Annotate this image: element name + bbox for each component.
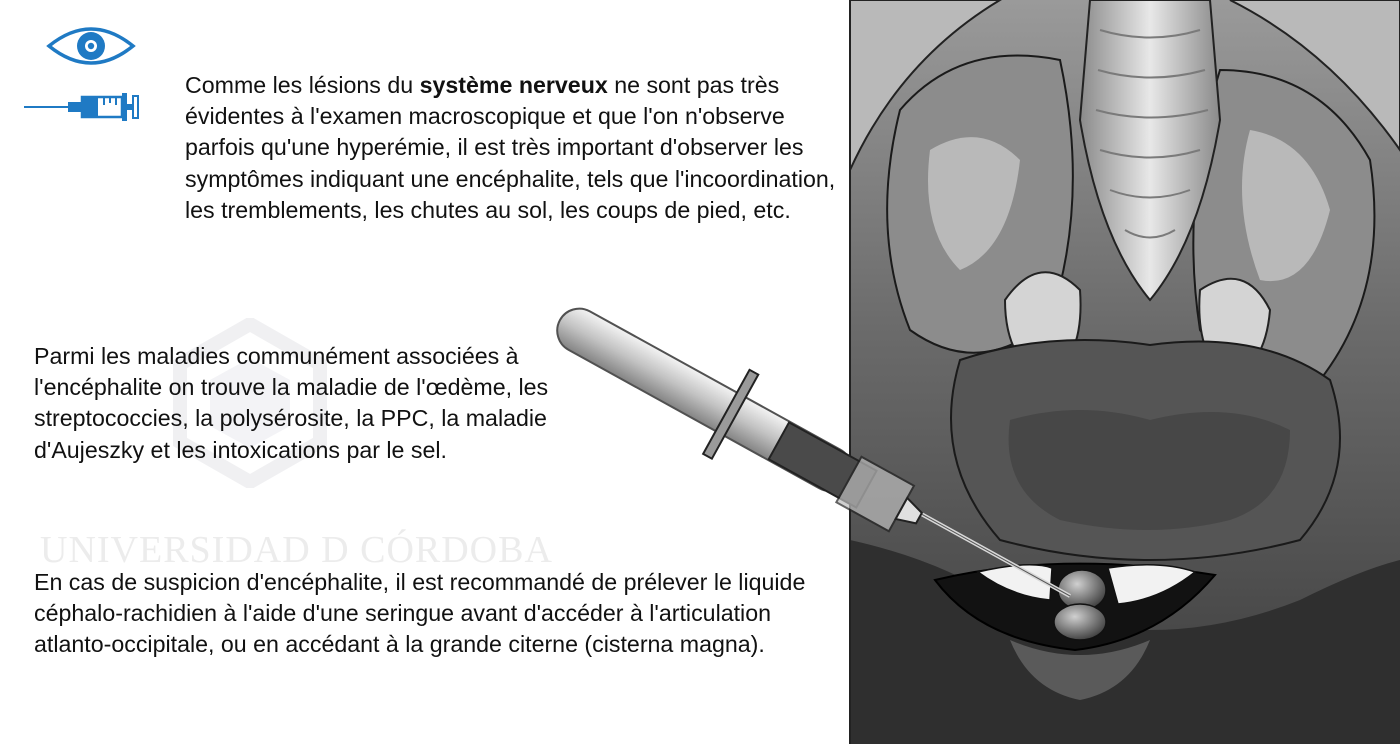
paragraph-1-bold: système nerveux <box>419 72 608 98</box>
university-watermark: UNIVERSIDAD D CÓRDOBA <box>40 529 553 571</box>
paragraph-1-after: ne sont pas très évidentes à l'examen macroscopique et que l'on n'observe parfois qu'une hyperémie, il est très important d'observer les symptômes indiquant une encéphalite, tels que l'incoordination, les tremblements, les chutes au sol, les coups de pied, etc. <box>185 72 836 223</box>
paragraph-nervous-system <box>185 70 845 226</box>
paragraph-associated-diseases: Parmi les maladies communément associées à l'encéphalite on trouve la maladie de l'œdème, les streptococcies, la polysérosite, la PPC, la maladie d'Aujeszky et les intoxications par le sel. <box>34 343 549 463</box>
paragraph-1-before: Comme les lésions du <box>185 72 420 98</box>
paragraph-csf-sampling: En cas de suspicion d'encéphalite, il est recommandé de prélever le liquide céphalo-rachidien à l'aide d'une seringue avant d'accéder à l'articulation atlanto-occipitale, ou en accédant à la grande citerne (cisterna magna). <box>34 569 806 658</box>
neck-anatomy <box>850 0 1400 744</box>
